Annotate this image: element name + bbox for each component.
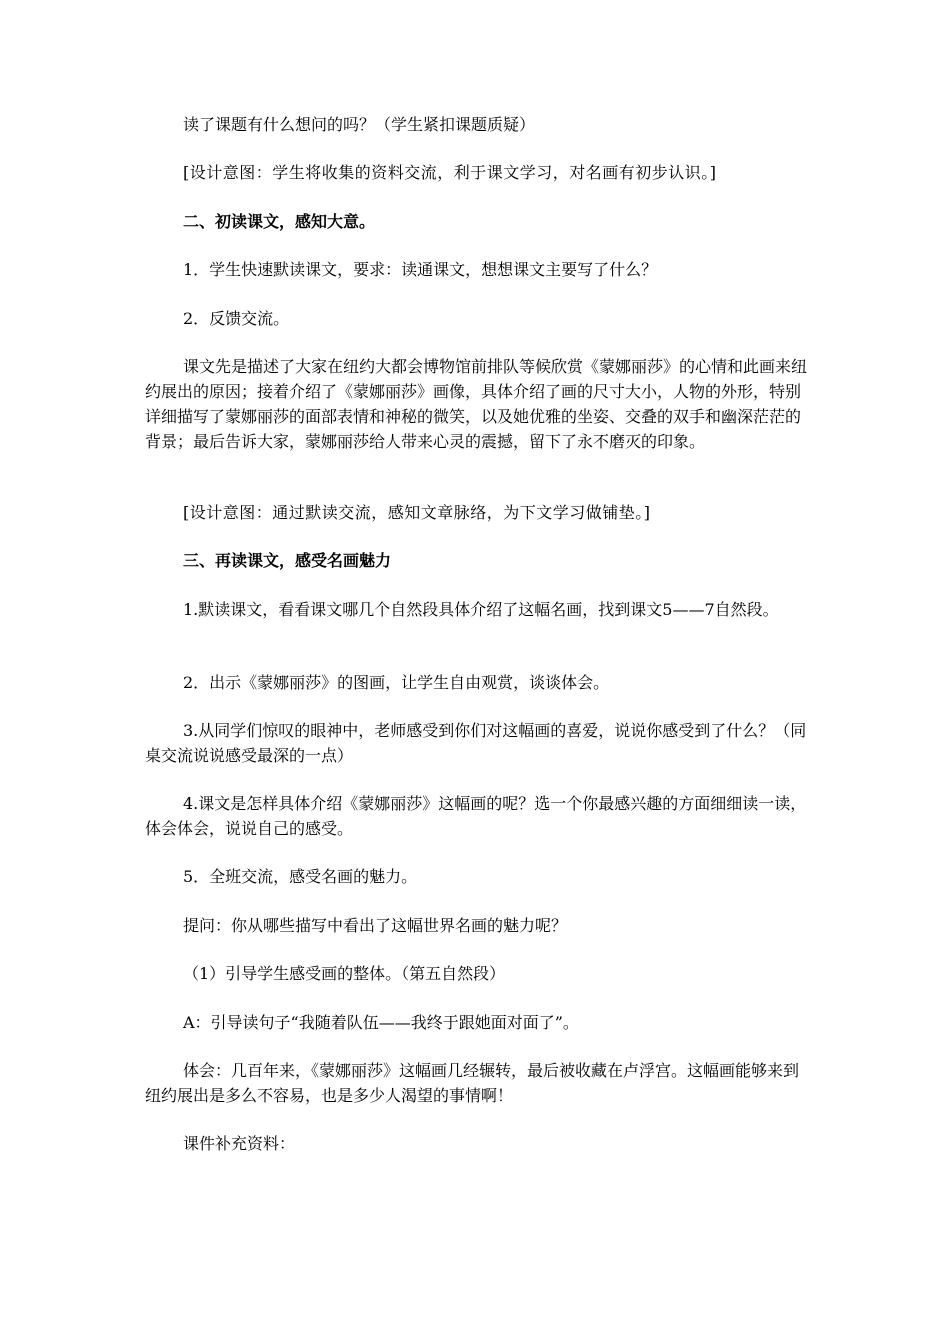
paragraph-item-4: 4.课文是怎样具体介绍《蒙娜丽莎》这幅画的呢？选一个你最感兴趣的方面细细读一读，体会体会，说说自己的感受。: [145, 794, 807, 838]
paragraph-reflection: 体会：几百年来，《蒙娜丽莎》这幅画几经辗转，最后被收藏在卢浮宫。这幅画能够来到纽约展出是多么不容易，也是多少人渴望的事情啊！: [145, 1061, 800, 1105]
design-intent-note-2: [设计意图：通过默读交流，感知文章脉络，为下文学习做铺垫。]: [183, 503, 651, 522]
paragraph-supplement: 课件补充资料：: [183, 1134, 296, 1153]
paragraph-step-2: 2．反馈交流。: [183, 309, 290, 328]
paragraph-question: 提问：你从哪些描写中看出了这幅世界名画的魅力呢？: [183, 916, 568, 935]
design-intent-note-1: [设计意图：学生将收集的资料交流，利于课文学习，对名画有初步认识。]: [183, 163, 717, 182]
paragraph-subitem-a: A：引导读句子“我随着队伍——我终于跟她面对面了”。: [183, 1013, 579, 1032]
paragraph-subitem-1: （1）引导学生感受画的整体。（第五自然段）: [183, 964, 506, 983]
paragraph-item-2: 2．出示《蒙娜丽莎》的图画，让学生自由观赏，谈谈体会。: [183, 673, 610, 692]
section-heading-3: 三、再读课文，感受名画魅力: [183, 551, 392, 570]
section-heading-2: 二、初读课文，感知大意。: [183, 212, 376, 231]
paragraph-summary: 课文先是描述了大家在纽约大都会博物馆前排队等候欣赏《蒙娜丽莎》的心情和此画来纽约展出的原因；接着介绍了《蒙娜丽莎》画像，具体介绍了画的尺寸大小，人物的外形，特别详细描写了蒙娜丽莎的面部表情和神秘的微笑，以及她优雅的坐姿、交叠的双手和幽深茫茫的背景；最后告诉大家，蒙娜丽莎给人带来心灵的震撼，留下了永不磨灭的印象。: [145, 357, 808, 451]
paragraph-question-prompt: 读了课题有什么想问的吗？（学生紧扣课题质疑）: [183, 115, 536, 134]
paragraph-item-1: 1.默读课文，看看课文哪几个自然段具体介绍了这幅名画，找到课文5——7自然段。: [183, 600, 779, 619]
paragraph-step-1: 1．学生快速默读课文，要求：读通课文，想想课文主要写了什么？: [183, 260, 658, 279]
paragraph-item-5: 5．全班交流，感受名画的魅力。: [183, 867, 418, 886]
paragraph-item-3: 3.从同学们惊叹的眼神中，老师感受到你们对这幅画的喜爱，说说你感受到了什么？（同桌交流说说感受最深的一点）: [145, 721, 807, 765]
